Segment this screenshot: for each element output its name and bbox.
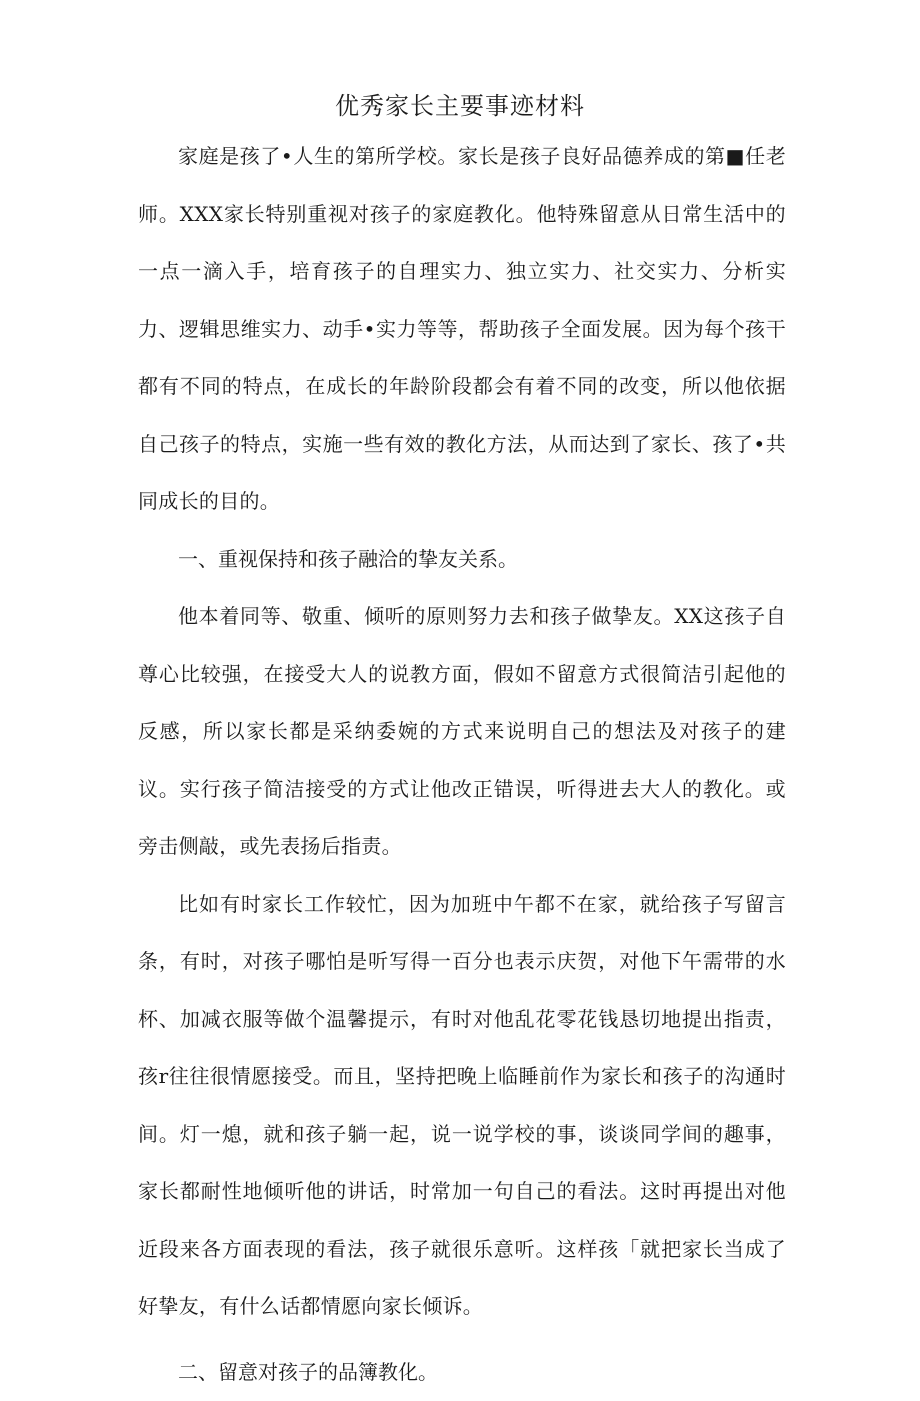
section-heading-2: 二、留意对孩子的品簿教化。 (138, 1344, 786, 1401)
section-heading-1: 一、重视保持和孩子融洽的挚友关系。 (138, 531, 786, 589)
document-body (138, 128, 786, 1401)
section-1-paragraph-1: 他本着同等、敬重、倾听的原则努力去和孩子做挚友。XX这孩子自尊心比较强，在接受大人的说教方面，假如不留意方式很简洁引起他的反感，所以家长都是采纳委婉的方式来说明自己的想法及对孩子的建议。实行孩子简洁接受的方式让他改正错误，听得进去大人的教化。或旁击侧敲，或先表扬后指责。 (138, 588, 786, 876)
section-1-paragraph-2: 比如有时家长工作较忙，因为加班中午都不在家，就给孩子写留言条，有时，对孩子哪怕是听写得一百分也表示庆贺，对他下午需带的水杯、加减衣服等做个温馨提示，有时对他乱花零花钱恳切地提出指责，孩r往往很情愿接受。而且，坚持把晚上临睡前作为家长和孩子的沟通时间。灯一熄，就和孩子躺一起，说一说学校的事，谈谈同学间的趣事，家长都耐性地倾听他的讲话，时常加一句自己的看法。这时再提出对他近段来各方面表现的看法，孩子就很乐意听。这样孩「就把家长当成了好挚友，有什么话都情愿向家长倾诉。 (138, 876, 786, 1336)
document-title: 优秀家长主要事迹材料 (0, 86, 920, 126)
intro-paragraph: 家庭是孩了•人生的第所学校。家长是孩子良好品德养成的第■任老师。XXX家长特别重视对孩子的家庭教化。他特殊留意从日常生活中的一点一滴入手，培育孩子的自理实力、独立实力、社交实力、分析实力、逻辑思维实力、动手•实力等等，帮助孩子全面发展。因为每个孩干都有不同的特点，在成长的年龄阶段都会有着不同的改变，所以他依据自己孩子的特点，实施一些有效的教化方法，从而达到了家长、孩了•共同成长的目的。 (138, 128, 786, 531)
